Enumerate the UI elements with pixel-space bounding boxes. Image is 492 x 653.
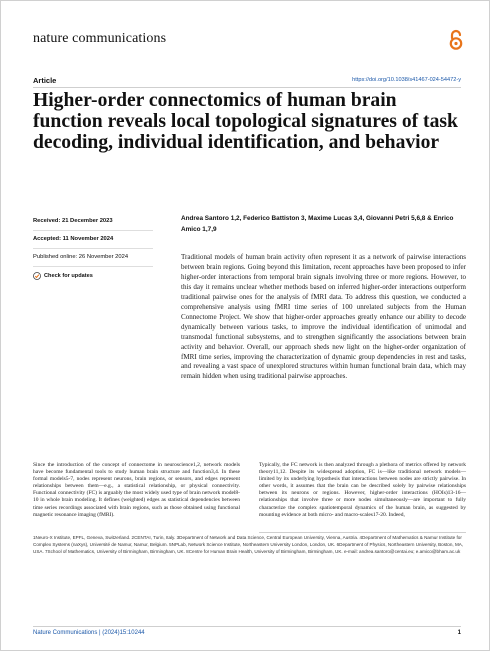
article-title: Higher-order connectomics of human brain function reveals local topological signatures of task decoding, individual identification, and behavior <box>33 90 458 153</box>
article-type-label: Article <box>33 76 57 85</box>
journal-name: nature communications <box>33 31 167 46</box>
header-divider <box>33 87 461 88</box>
received-date: Received: 21 December 2023 <box>33 213 153 231</box>
check-updates-button[interactable] <box>33 267 153 280</box>
affiliations-divider <box>259 532 466 533</box>
published-date: Published online: 26 November 2024 <box>33 249 153 267</box>
check-updates-label: Check for updates <box>44 273 93 279</box>
publication-dates <box>33 213 153 280</box>
doi-link[interactable]: https://doi.org/10.1038/s41467-024-54472-y <box>352 77 461 83</box>
body-text-right: Typically, the FC network is then analyzed through a plethora of metrics offered by network theory11,12. Despite its widespread adoption, FC is—like traditional network models—limited by its underlying hypothesis that interactions between nodes are strictly pairwise. In other words, it assumes that the brain can be described solely by pairwise relationships between its neurons or regions. However, higher-order interactions (HOIs)13-16—relationships that involve three or more nodes simultaneously—are important to fully characterize the complex spatiotemporal dynamics of the human brain, as suggested by mounting evidence at both micro- and macro-scales17-20. Indeed, <box>259 462 466 518</box>
footer-citation: Nature Communications | (2024)15:10244 <box>33 630 145 636</box>
footer-divider <box>33 626 461 627</box>
abstract: Traditional models of human brain activity often represent it as a network of pairwise interactions between brain regions. Going beyond this limitation, recent approaches have been proposed to infer higher-order interactions from temporal brain signals involving three or more regions. However, to this day it remains unclear whether methods based on inferred higher-order interactions outperform traditional pairwise ones for the analysis of fMRI data. To address this question, we conducted a comprehensive analysis using fMRI time series of 100 unrelated subjects from the Human Connectome Project. We show that higher-order approaches greatly enhance our ability to decode dynamically between various tasks, to improve the individual identification of unimodal and transmodal functional subsystems, and to strengthen significantly the associations between brain activity and behavior. Overall, our approach sheds new light on the higher-order organization of fMRI time series, improving the characterization of dynamic group dependencies in rest and tasks, and revealing a vast space of unexplored structures within human functional brain data, which may remain hidden when using traditional pairwise approaches. <box>181 253 466 381</box>
page-number: 1 <box>457 630 461 636</box>
body-text-left: Since the introduction of the concept of connectome in neuroscience1,2, network models have become fundamental tools to study human brain structure and function3,4. In these formal models5-7, nodes represent neurons, brain regions, or sensors, and edges represent relationships between them—e.g., a statistical relationship, or physical connectivity. Functional connectivity (FC) is arguably the most widely used type of brain network model8-10 in whole brain modeling. It defines (weighted) edges as statistical dependencies between time series recordings associated with brain regions, such as those obtained using functional magnetic resonance imaging (fMRI). <box>33 462 240 518</box>
check-updates-icon <box>33 272 41 280</box>
affiliations: 1Neuro-X Institute, EPFL, Geneva, Switzerland. 2CENTAI, Turin, Italy. 3Department of Network and Data Science, Central European University, Vienna, Austria. 4Department of Mathematics & Namur Institute for Complex Systems (naXys), Université de Namur, Namur, Belgium. 5NPLab, Network Science Institute, Northeastern University London, London, UK. 6Department of Physics, Northeastern University, Boston, MA, USA. 7School of Mathematics, University of Birmingham, Birmingham, UK. 8Centre for Human Brain Health, University of Birmingham, Birmingham, UK. e-mail: andrea.santoro@centai.eu; e.amico@bham.ac.uk <box>33 535 464 554</box>
author-list: Andrea Santoro 1,2, Federico Battiston 3, Maxime Lucas 3,4, Giovanni Petri 5,6,8 & Enrico Amico 1,7,9 <box>181 215 454 233</box>
accepted-date: Accepted: 11 November 2024 <box>33 231 153 249</box>
open-access-icon <box>448 29 464 51</box>
